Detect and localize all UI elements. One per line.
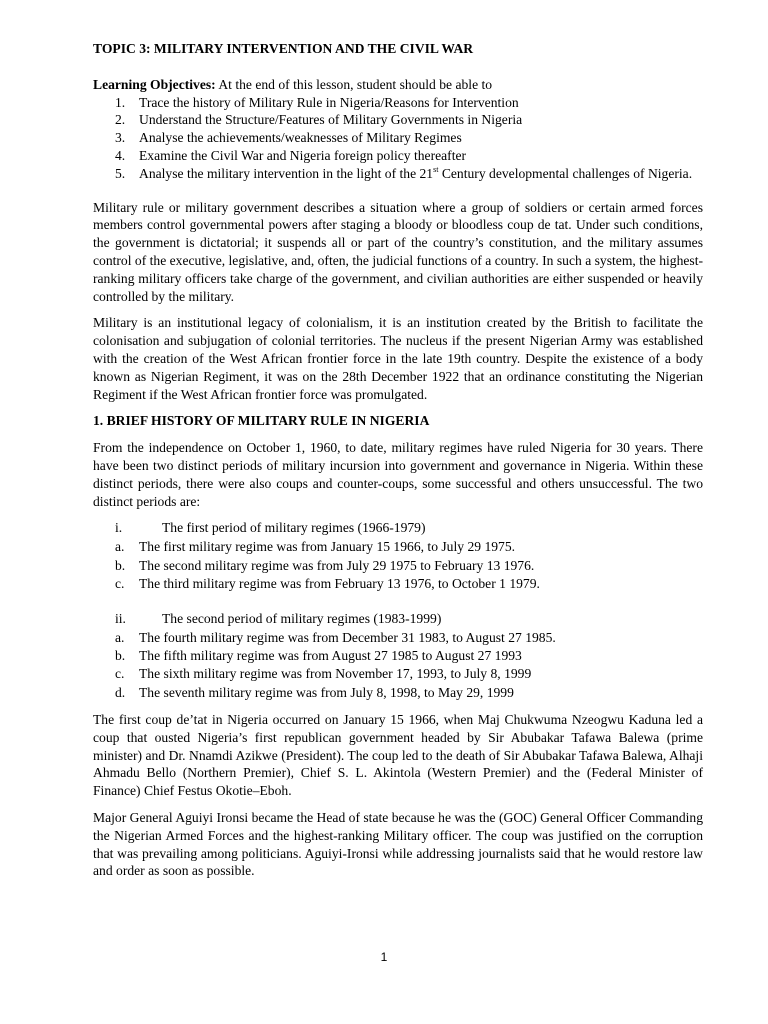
section-heading: 1. BRIEF HISTORY OF MILITARY RULE IN NIGERIA — [93, 413, 430, 429]
period-heading — [93, 519, 703, 538]
document-title: TOPIC 3: MILITARY INTERVENTION AND THE CIVIL WAR — [93, 41, 474, 56]
objective-text: Trace the history of Military Rule in Nigeria/Reasons for Intervention — [139, 94, 519, 110]
regime-letter: c. — [115, 576, 125, 592]
regime-item — [93, 575, 703, 593]
regime-text: The fourth military regime was from December 31 1983, to August 27 1985. — [139, 629, 556, 645]
page-content — [93, 40, 703, 880]
objective-number: 4. — [115, 147, 126, 163]
period-number: i. — [115, 520, 123, 536]
objective-superscript: st — [433, 164, 439, 174]
paragraph-aguiyi-ironsi: Major General Aguiyi Ironsi became the Head of state because he was the (GOC) General Officer Commanding the Nigerian Armed Forces and the highest-ranking Military officer. The coup was justified on the corruption that was prevailing among politicians. Aguiyi-Ironsi while addressing journalists said that he would restore law and order as soon as possible. — [93, 810, 703, 879]
learning-objectives-intro — [93, 76, 703, 94]
objective-number: 5. — [115, 165, 126, 181]
paragraph-colonial-legacy: Military is an institutional legacy of colonialism, it is an institution created by the British to facilitate the colonisation and subjugation of colonial territories. The nucleus if the present Nigerian Army was established with the creation of the West African frontier force in the late 19th country. Despite the existence of a body known as Nigerian Regiment, it was on the 28th December 1922 that an ordinance constituting the Nigerian Regiment if the West African frontier force was promulgated. — [93, 315, 703, 402]
objective-item — [93, 147, 703, 165]
paragraph-independence: From the independence on October 1, 1960, to date, military regimes have ruled Nigeria for 30 years. There have been two distinct periods of military incursion into government and governance in Nigeria. Within these distinct periods, there were also coups and counter-coups, some successful and others unsuccessful. The two distinct periods are: — [93, 440, 703, 509]
regime-text: The fifth military regime was from August 27 1985 to August 27 1993 — [139, 647, 522, 663]
regime-text: The second military regime was from July 29 1975 to February 13 1976. — [139, 557, 535, 573]
period-label: The second period of military regimes (1983-1999) — [162, 610, 442, 626]
regime-item — [93, 684, 703, 702]
objective-text: Analyse the achievements/weaknesses of Military Regimes — [139, 130, 462, 146]
objectives-list — [93, 94, 703, 183]
period-heading — [93, 610, 703, 629]
objective-item — [93, 165, 703, 183]
objective-text-start: Analyse the military intervention in the light of the 21 — [139, 165, 434, 181]
objective-item — [93, 111, 703, 129]
objective-item — [93, 129, 703, 147]
learning-objectives-label: Learning Objectives: — [93, 76, 216, 92]
objective-text: Understand the Structure/Features of Military Governments in Nigeria — [139, 112, 523, 128]
page-number: 1 — [380, 950, 388, 964]
paragraph-military-rule-definition: Military rule or military government describes a situation where a group of soldiers or certain armed forces members control governmental powers after staging a bloody or bloodless coup de tat. Under such conditions, the government is dictatorial; it suspends all or part of the country’s constitution, and the military assumes control of the executive, legislative, and, often, the judicial functions of a country. In such a system, the highest-ranking military officers take charge of the government, and civilian authorities are either suspended or heavily controlled by the military. — [93, 199, 703, 304]
regime-text: The first military regime was from January 15 1966, to July 29 1975. — [139, 539, 516, 555]
objective-item — [93, 94, 703, 112]
period-number: ii. — [115, 610, 126, 626]
period-label: The first period of military regimes (1966-1979) — [162, 520, 426, 536]
regime-letter: c. — [115, 666, 125, 682]
objective-text: Examine the Civil War and Nigeria foreign policy thereafter — [139, 147, 467, 163]
regime-letter: b. — [115, 647, 126, 663]
regime-item — [93, 647, 703, 665]
regime-letter: d. — [115, 684, 126, 700]
regime-text: The seventh military regime was from July 8, 1998, to May 29, 1999 — [139, 684, 514, 700]
regime-text: The third military regime was from February 13 1976, to October 1 1979. — [139, 576, 540, 592]
objective-text-end: Century developmental challenges of Nigeria. — [438, 165, 693, 181]
regime-item — [93, 557, 703, 575]
regime-text: The sixth military regime was from November 17, 1993, to July 8, 1999 — [139, 666, 532, 682]
regime-letter: b. — [115, 557, 126, 573]
objective-number: 2. — [115, 112, 126, 128]
regime-item — [93, 665, 703, 683]
objective-number: 1. — [115, 94, 126, 110]
regime-item — [93, 538, 703, 556]
regime-item — [93, 629, 703, 647]
regime-letter: a. — [115, 629, 125, 645]
learning-objectives-text: At the end of this lesson, student should be able to — [215, 76, 493, 92]
objective-number: 3. — [115, 130, 126, 146]
regime-letter: a. — [115, 539, 125, 555]
paragraph-first-coup: The first coup de’tat in Nigeria occurred on January 15 1966, when Maj Chukwuma Nzeogwu Kaduna led a coup that ousted Nigeria’s first republican government headed by Sir Abubakar Tafawa Balewa (prime minister) and Dr. Nnamdi Azikwe (President). The coup led to the death of Sir Abubakar Tafawa Balewa, Alhaji Ahmadu Bello (Northern Premier), Chief S. L. Akintola (Western Premier) and the (Federal Minister of Finance) Chief Festus Okotie–Eboh. — [93, 712, 703, 799]
